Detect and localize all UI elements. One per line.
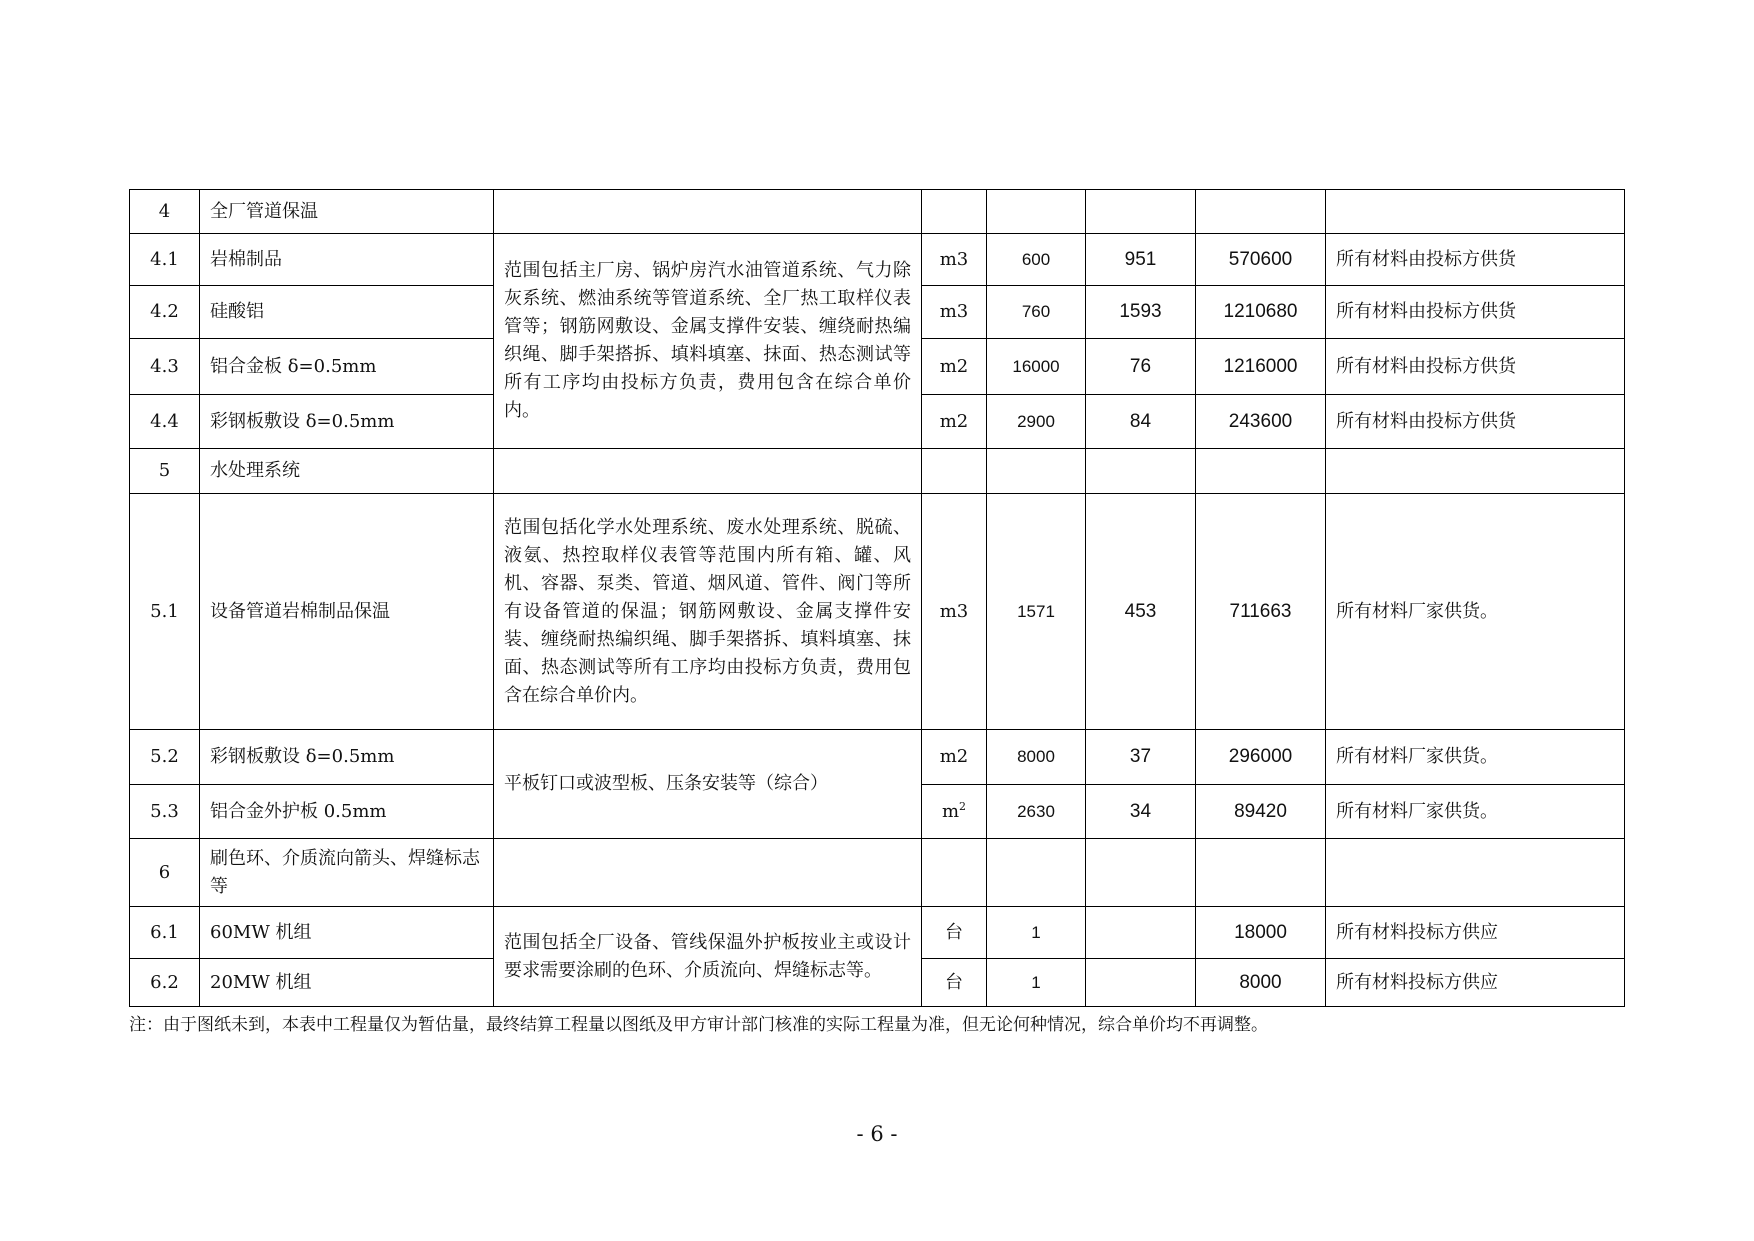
item-description bbox=[494, 839, 922, 907]
item-name: 刷色环、介质流向箭头、焊缝标志等 bbox=[200, 839, 494, 907]
item-note bbox=[1326, 449, 1625, 494]
item-note bbox=[1326, 839, 1625, 907]
item-note: 所有材料厂家供货。 bbox=[1326, 494, 1625, 730]
item-number: 5.3 bbox=[130, 785, 200, 839]
item-unit-price: 1593 bbox=[1086, 286, 1196, 339]
item-total: 89420 bbox=[1196, 785, 1326, 839]
item-total: 711663 bbox=[1196, 494, 1326, 730]
item-unit-price: 37 bbox=[1086, 730, 1196, 785]
item-note: 所有材料由投标方供货 bbox=[1326, 286, 1625, 339]
table-row bbox=[130, 730, 1625, 785]
item-quantity: 1 bbox=[987, 959, 1086, 1007]
item-unit-price: 34 bbox=[1086, 785, 1196, 839]
item-note bbox=[1326, 190, 1625, 234]
item-quantity: 1 bbox=[987, 907, 1086, 959]
item-unit-price bbox=[1086, 449, 1196, 494]
item-note: 所有材料投标方供应 bbox=[1326, 959, 1625, 1007]
item-unit-price bbox=[1086, 959, 1196, 1007]
table-row bbox=[130, 907, 1625, 959]
item-unit: 台 bbox=[922, 959, 987, 1007]
item-number: 6.2 bbox=[130, 959, 200, 1007]
item-number: 4.1 bbox=[130, 234, 200, 286]
table-row bbox=[130, 494, 1625, 730]
item-unit: m3 bbox=[922, 286, 987, 339]
item-number: 6.1 bbox=[130, 907, 200, 959]
item-description: 范围包括主厂房、锅炉房汽水油管道系统、气力除灰系统、燃油系统等管道系统、全厂热工取样仪表管等；钢筋网敷设、金属支撑件安装、缠绕耐热编织绳、脚手架搭拆、填料填塞、抹面、热态测试等所有工序均由投标方负责，费用包含在综合单价内。 bbox=[494, 234, 922, 449]
item-name: 硅酸铝 bbox=[200, 286, 494, 339]
item-total: 1216000 bbox=[1196, 339, 1326, 395]
table-row bbox=[130, 449, 1625, 494]
item-unit: 台 bbox=[922, 907, 987, 959]
item-number: 4 bbox=[130, 190, 200, 234]
table-row bbox=[130, 234, 1625, 286]
item-unit-price: 951 bbox=[1086, 234, 1196, 286]
item-quantity: 8000 bbox=[987, 730, 1086, 785]
item-unit: $m^2$ bbox=[922, 785, 987, 839]
item-description: 范围包括全厂设备、管线保温外护板按业主或设计要求需要涂刷的色环、介质流向、焊缝标志等。 bbox=[494, 907, 922, 1007]
item-unit: m2 bbox=[922, 730, 987, 785]
item-quantity: 760 bbox=[987, 286, 1086, 339]
item-unit-price: 76 bbox=[1086, 339, 1196, 395]
item-total bbox=[1196, 190, 1326, 234]
item-note: 所有材料由投标方供货 bbox=[1326, 339, 1625, 395]
item-total: 570600 bbox=[1196, 234, 1326, 286]
item-unit: m3 bbox=[922, 494, 987, 730]
item-total: 1210680 bbox=[1196, 286, 1326, 339]
item-total bbox=[1196, 449, 1326, 494]
item-note: 所有材料厂家供货。 bbox=[1326, 730, 1625, 785]
item-number: 4.4 bbox=[130, 395, 200, 449]
item-quantity: 2900 bbox=[987, 395, 1086, 449]
item-unit-price: 84 bbox=[1086, 395, 1196, 449]
item-note: 所有材料由投标方供货 bbox=[1326, 234, 1625, 286]
item-name: 铝合金板 δ=0.5mm bbox=[200, 339, 494, 395]
item-quantity: 16000 bbox=[987, 339, 1086, 395]
item-quantity: 600 bbox=[987, 234, 1086, 286]
item-total bbox=[1196, 839, 1326, 907]
item-name: 20MW 机组 bbox=[200, 959, 494, 1007]
item-unit-price bbox=[1086, 839, 1196, 907]
item-total: 8000 bbox=[1196, 959, 1326, 1007]
item-name: 水处理系统 bbox=[200, 449, 494, 494]
page-number: - 6 - bbox=[856, 1122, 898, 1146]
item-quantity bbox=[987, 449, 1086, 494]
item-name: 60MW 机组 bbox=[200, 907, 494, 959]
item-unit: m3 bbox=[922, 234, 987, 286]
item-unit: m2 bbox=[922, 395, 987, 449]
item-name: 彩钢板敷设 δ=0.5mm bbox=[200, 395, 494, 449]
table-row bbox=[130, 839, 1625, 907]
quantity-table bbox=[129, 189, 1625, 1007]
item-number: 5.2 bbox=[130, 730, 200, 785]
item-description bbox=[494, 190, 922, 234]
item-unit-price: 453 bbox=[1086, 494, 1196, 730]
item-unit bbox=[922, 449, 987, 494]
item-name: 岩棉制品 bbox=[200, 234, 494, 286]
item-number: 5.1 bbox=[130, 494, 200, 730]
item-description bbox=[494, 449, 922, 494]
table-row bbox=[130, 190, 1625, 234]
item-unit bbox=[922, 839, 987, 907]
item-name: 铝合金外护板 0.5mm bbox=[200, 785, 494, 839]
table-footnote: 注：由于图纸未到，本表中工程量仅为暂估量，最终结算工程量以图纸及甲方审计部门核准的实际工程量为准，但无论何种情况，综合单价均不再调整。 bbox=[129, 1015, 1268, 1035]
item-name: 彩钢板敷设 δ=0.5mm bbox=[200, 730, 494, 785]
item-quantity: 1571 bbox=[987, 494, 1086, 730]
item-description: 范围包括化学水处理系统、废水处理系统、脱硫、液氨、热控取样仪表管等范围内所有箱、罐、风机、容器、泵类、管道、烟风道、管件、阀门等所有设备管道的保温；钢筋网敷设、金属支撑件安装、缠绕耐热编织绳、脚手架搭拆、填料填塞、抹面、热态测试等所有工序均由投标方负责，费用包含在综合单价内。 bbox=[494, 494, 922, 730]
item-quantity bbox=[987, 839, 1086, 907]
item-total: 18000 bbox=[1196, 907, 1326, 959]
item-name: 全厂管道保温 bbox=[200, 190, 494, 234]
item-total: 243600 bbox=[1196, 395, 1326, 449]
item-name: 设备管道岩棉制品保温 bbox=[200, 494, 494, 730]
item-note: 所有材料厂家供货。 bbox=[1326, 785, 1625, 839]
item-quantity: 2630 bbox=[987, 785, 1086, 839]
item-number: 6 bbox=[130, 839, 200, 907]
item-unit: m2 bbox=[922, 339, 987, 395]
item-quantity bbox=[987, 190, 1086, 234]
item-unit bbox=[922, 190, 987, 234]
item-unit-price bbox=[1086, 907, 1196, 959]
item-total: 296000 bbox=[1196, 730, 1326, 785]
item-unit-price bbox=[1086, 190, 1196, 234]
item-number: 5 bbox=[130, 449, 200, 494]
item-note: 所有材料投标方供应 bbox=[1326, 907, 1625, 959]
item-number: 4.3 bbox=[130, 339, 200, 395]
item-number: 4.2 bbox=[130, 286, 200, 339]
item-description: 平板钉口或波型板、压条安装等（综合） bbox=[494, 730, 922, 839]
item-note: 所有材料由投标方供货 bbox=[1326, 395, 1625, 449]
